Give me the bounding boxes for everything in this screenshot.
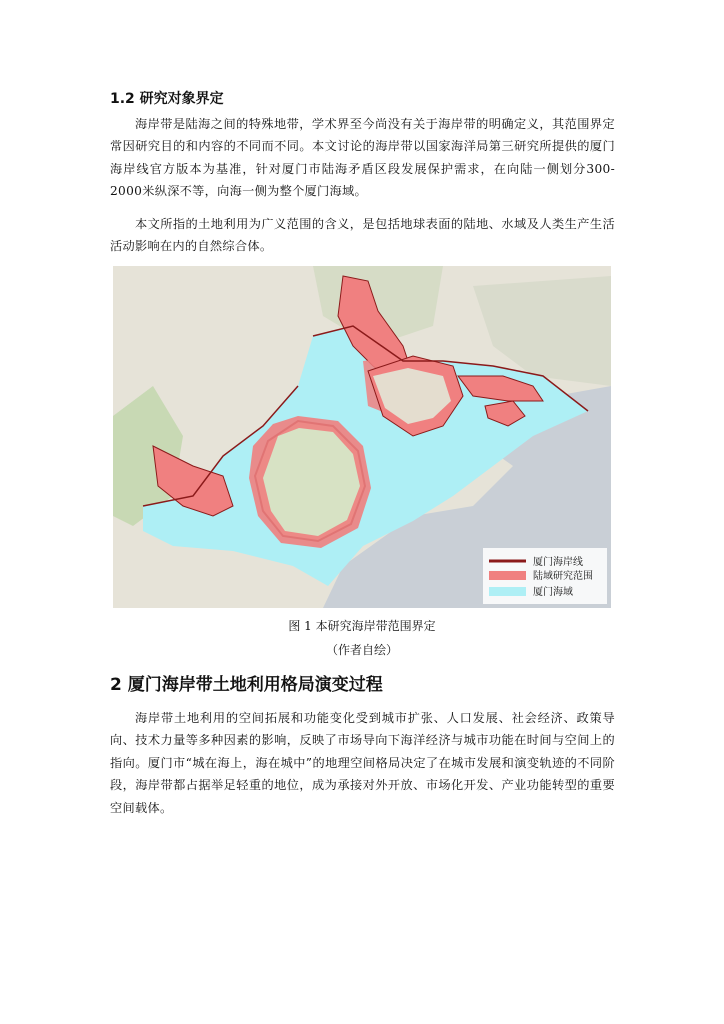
legend-label-sea: 厦门海域: [533, 587, 573, 598]
coastal-zone-map: [113, 266, 611, 608]
map-legend: [483, 548, 607, 604]
paragraph-land-use-definition: 本文所指的土地利用为广义范围的含义，是包括地球表面的陆地、水域及人类生产生活活动影响在内的自然综合体。: [110, 217, 615, 254]
paragraph-coastal-zone-definition: 海岸带是陆海之间的特殊地带，学术界至今尚没有关于海岸带的明确定义，其范围界定常因研究目的和内容的不同而不同。本文讨论的海岸带以国家海洋局第三研究所提供的厦门海岸线官方版本为基准，针对厦门市陆海矛盾区段发展保护需求，在向陆一侧划分300-2000米纵深不等，向海一侧为整个厦门海域。: [110, 117, 615, 199]
legend-label-coastline: 厦门海岸线: [533, 557, 583, 568]
section-heading-1-2: 1.2 研究对象界定: [110, 91, 224, 107]
legend-label-land: 陆域研究范围: [533, 571, 593, 582]
figure-source: （作者自绘）: [325, 643, 398, 657]
legend-swatch-land: [489, 571, 526, 580]
map-svg: [113, 266, 611, 608]
figure-caption: 图 1 本研究海岸带范围界定: [288, 619, 436, 633]
legend-swatch-sea: [489, 587, 526, 596]
paragraph-land-use-evolution: 海岸带土地利用的空间拓展和功能变化受到城市扩张、人口发展、社会经济、政策导向、技术力量等多种因素的影响，反映了市场导向下海洋经济与城市功能在时间与空间上的指向。厦门市“城在海上，海在城中”的地理空间格局决定了在城市发展和演变轨迹的不同阶段，海岸带都占据举足轻重的地位，成为承接对外开放、市场化开发、产业功能转型的重要空间载体。: [110, 711, 615, 815]
section-heading-2: 2 厦门海岸带土地利用格局演变过程: [110, 675, 383, 695]
